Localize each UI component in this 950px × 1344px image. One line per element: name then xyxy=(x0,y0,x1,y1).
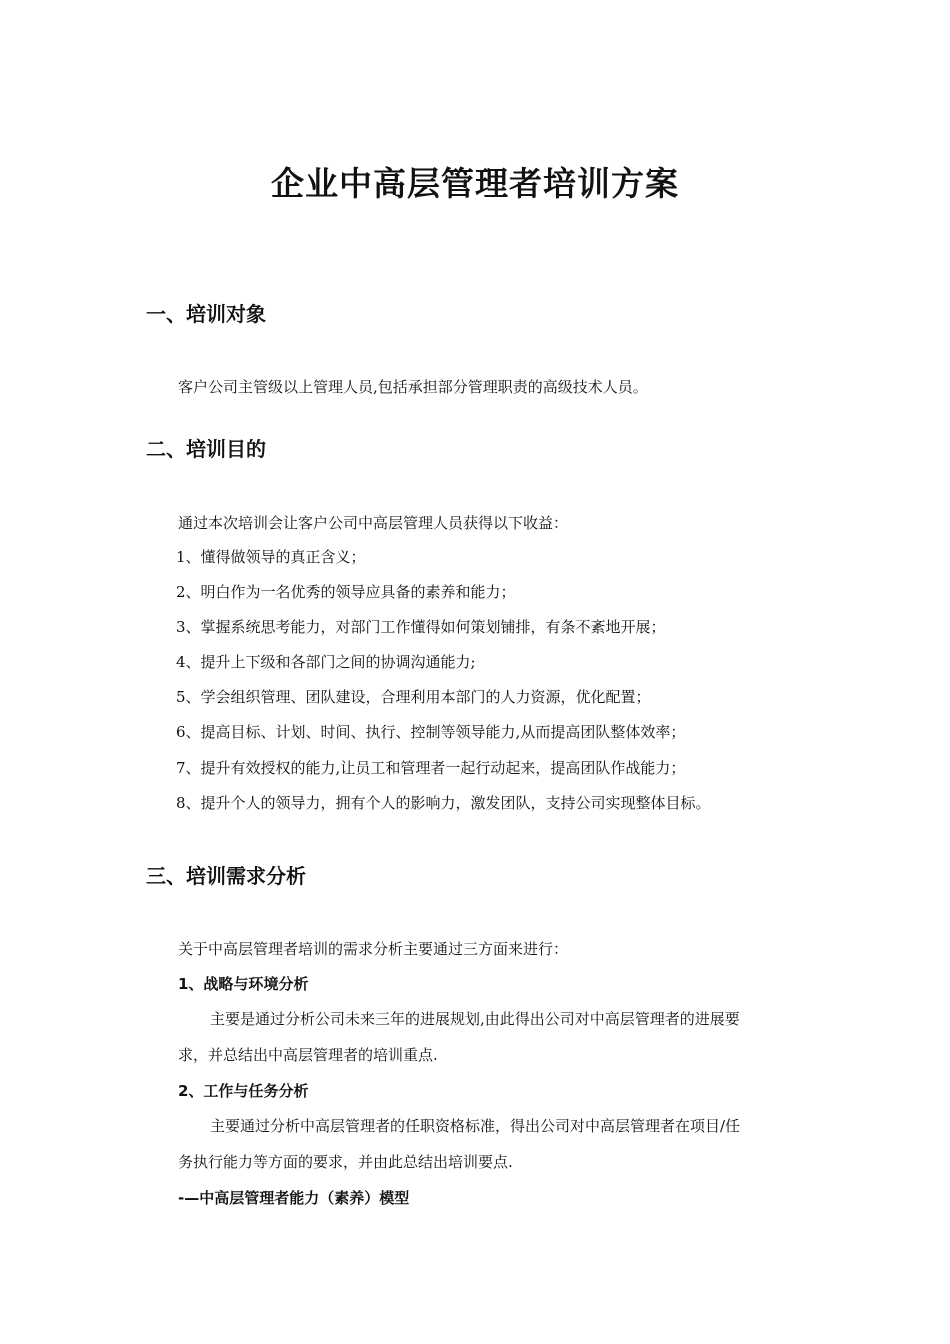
list-item: 1、懂得做领导的真正含义； xyxy=(176,548,366,566)
subheading-competency-model: -—中高层管理者能力（素养）模型 xyxy=(178,1189,410,1207)
section-heading-needs-analysis: 三、培训需求分析 xyxy=(146,864,306,888)
paragraph-needs-intro: 关于中高层管理者培训的需求分析主要通过三方面来进行： xyxy=(178,940,569,958)
list-item: 6、提高目标、计划、时间、执行、控制等领导能力,从而提高团队整体效率； xyxy=(176,723,686,741)
subheading-work-task: 2、工作与任务分析 xyxy=(178,1082,309,1100)
paragraph-training-target: 客户公司主管级以上管理人员,包括承担部分管理职责的高级技术人员。 xyxy=(178,378,648,396)
paragraph-work-line1: 主要通过分析中高层管理者的任职资格标准，得出公司对中高层管理者在项目/任 xyxy=(210,1117,741,1135)
list-item: 7、提升有效授权的能力,让员工和管理者一起行动起来，提高团队作战能力； xyxy=(176,759,686,777)
list-item: 3、掌握系统思考能力，对部门工作懂得如何策划铺排，有条不紊地开展； xyxy=(176,618,666,636)
paragraph-strategy-line1: 主要是通过分析公司未来三年的进展规划,由此得出公司对中高层管理者的进展要 xyxy=(210,1010,740,1028)
list-item: 2、明白作为一名优秀的领导应具备的素养和能力； xyxy=(176,583,516,601)
subheading-strategy-environment: 1、战略与环境分析 xyxy=(178,975,309,993)
list-item: 4、提升上下级和各部门之间的协调沟通能力; xyxy=(176,653,476,671)
section-heading-training-purpose: 二、培训目的 xyxy=(146,437,266,461)
paragraph-strategy-line2: 求，并总结出中高层管理者的培训重点. xyxy=(178,1046,438,1064)
paragraph-work-line2: 务执行能力等方面的要求，并由此总结出培训要点. xyxy=(178,1153,513,1171)
list-item: 5、学会组织管理、团队建设，合理利用本部门的人力资源，优化配置； xyxy=(176,688,651,706)
document-title: 企业中高层管理者培训方案 xyxy=(271,164,679,203)
section-heading-training-target: 一、培训对象 xyxy=(146,302,266,326)
paragraph-purpose-intro: 通过本次培训会让客户公司中高层管理人员获得以下收益： xyxy=(178,514,569,532)
list-item: 8、提升个人的领导力，拥有个人的影响力，激发团队，支持公司实现整体目标。 xyxy=(176,794,711,812)
